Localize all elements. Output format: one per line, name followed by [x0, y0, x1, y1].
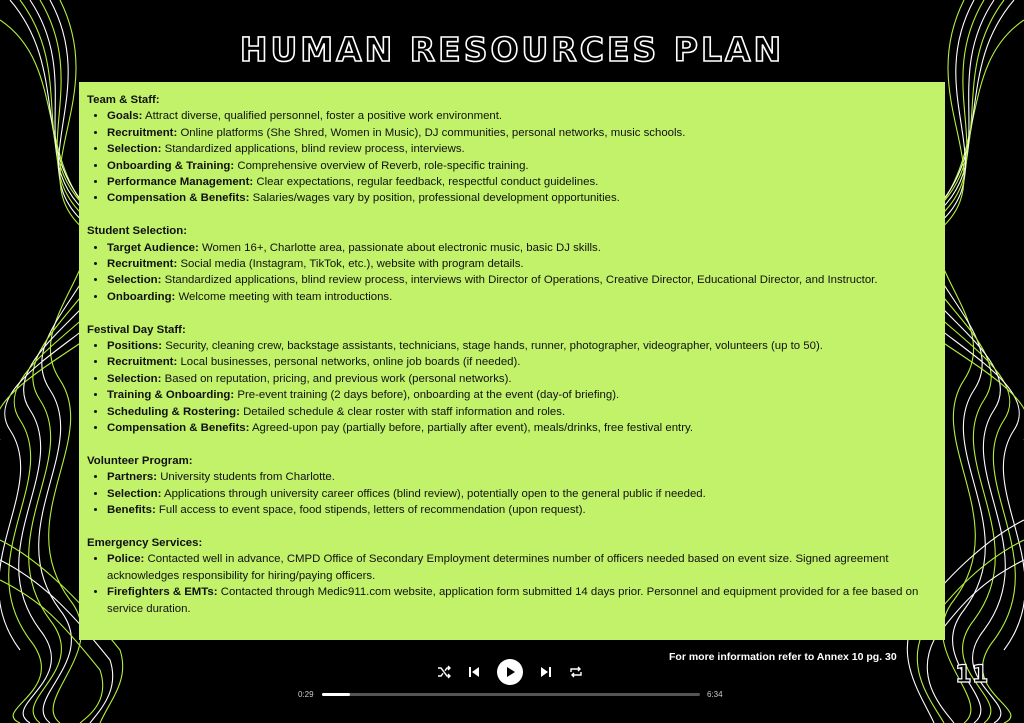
item-label: Positions: [107, 340, 163, 353]
bullet-list [87, 108, 935, 206]
item-label: Recruitment: [107, 258, 178, 271]
item-text: Standardized applications, blind review process, interviews with Director of Operations, Creative Director, Educational Director, and Instructor. [164, 274, 878, 287]
item-label: Performance Management: [107, 176, 254, 189]
play-button[interactable] [497, 659, 523, 685]
list-item [107, 486, 935, 502]
section-heading: Volunteer Program: [87, 454, 193, 467]
item-text: Agreed-upon pay (partially before, partially after event), meals/drinks, free festival entry. [251, 422, 694, 435]
item-label: Onboarding: [107, 290, 176, 303]
bullet-list [87, 338, 935, 436]
item-text: Security, cleaning crew, backstage assistants, technicians, stage hands, runner, photographer, videographer, volunteers (up to 50). [165, 340, 823, 353]
list-item [107, 272, 935, 288]
play-icon [504, 666, 516, 678]
item-label: Selection: [107, 274, 162, 287]
previous-icon [468, 666, 480, 678]
annex-reference-note: For more information refer to Annex 10 pg. 30 [669, 651, 897, 663]
shuffle-icon [437, 665, 451, 679]
item-text: Women 16+, Charlotte area, passionate about electronic music, basic DJ skills. [201, 241, 601, 254]
item-label: Compensation & Benefits: [107, 192, 250, 205]
item-label: Compensation & Benefits: [107, 422, 250, 435]
section-volunteer-program [87, 453, 935, 519]
progress-bar[interactable] [322, 693, 700, 696]
list-item [107, 584, 935, 617]
item-label: Selection: [107, 487, 162, 500]
item-label: Scheduling & Rostering: [107, 405, 240, 418]
section-emergency-services [87, 535, 935, 617]
section-festival-day-staff [87, 322, 935, 437]
item-text: Based on reputation, pricing, and previous work (personal networks). [164, 372, 512, 385]
item-text: Contacted well in advance, CMPD Office of Secondary Employment determines number of officers needed based on event size. Signed agreement acknowledges responsibility for hiring/paying officers. [107, 553, 889, 582]
item-text: Local businesses, personal networks, online job boards (if needed). [180, 356, 521, 369]
list-item [107, 141, 935, 157]
item-label: Partners: [107, 471, 158, 484]
list-item [107, 108, 935, 124]
item-text: University students from Charlotte. [160, 471, 335, 484]
list-item [107, 371, 935, 387]
section-heading: Team & Staff: [87, 94, 160, 106]
list-item [107, 158, 935, 174]
list-item [107, 420, 935, 436]
item-text: Attract diverse, qualified personnel, foster a positive work environment. [145, 110, 503, 123]
list-item [107, 338, 935, 354]
item-text: Salaries/wages vary by position, professional development opportunities. [252, 192, 620, 205]
list-item [107, 174, 935, 190]
item-label: Training & Onboarding: [107, 389, 235, 402]
list-item [107, 289, 935, 305]
bullet-list [87, 551, 935, 617]
list-item [107, 240, 935, 256]
item-label: Benefits: [107, 504, 156, 517]
section-heading: Emergency Services: [87, 536, 203, 549]
total-time: 6:34 [707, 690, 723, 699]
page-title: HUMAN RESOURCES PLAN [239, 30, 785, 69]
section-heading: Student Selection: [87, 225, 187, 238]
item-text: Welcome meeting with team introductions. [178, 290, 393, 303]
list-item [107, 404, 935, 420]
list-item [107, 354, 935, 370]
item-label: Goals: [107, 110, 143, 123]
list-item [107, 256, 935, 272]
item-label: Target Audience: [107, 241, 199, 254]
list-item [107, 125, 935, 141]
item-text: Comprehensive overview of Reverb, role-specific training. [237, 159, 529, 172]
shuffle-button[interactable] [436, 664, 452, 680]
item-text: Online platforms (She Shred, Women in Music), DJ communities, personal networks, music schools. [180, 126, 686, 139]
current-time: 0:29 [298, 690, 314, 699]
item-text: Detailed schedule & clear roster with staff information and roles. [243, 405, 566, 418]
section-student-selection [87, 223, 935, 305]
item-text: Pre-event training (2 days before), onboarding at the event (day-of briefing). [237, 389, 620, 402]
next-icon [540, 666, 552, 678]
item-text: Full access to event space, food stipends, letters of recommendation (upon request). [158, 504, 586, 517]
repeat-button[interactable] [568, 664, 584, 680]
item-label: Onboarding & Training: [107, 159, 235, 172]
section-team-staff [87, 92, 935, 207]
item-text: Standardized applications, blind review process, interviews. [164, 143, 465, 156]
item-label: Recruitment: [107, 356, 178, 369]
repeat-icon [569, 665, 583, 679]
progress-fill [322, 693, 350, 696]
item-text: Applications through university career offices (blind review), potentially open to the general public if needed. [163, 487, 706, 500]
list-item [107, 502, 935, 518]
content-panel [79, 82, 945, 640]
section-heading: Festival Day Staff: [87, 323, 186, 336]
item-label: Firefighters & EMTs: [107, 586, 218, 599]
item-text: Contacted through Medic911.com website, application form submitted 14 days prior. Personnel and equipment provided for a fee based on service duration. [107, 586, 919, 615]
list-item [107, 469, 935, 485]
item-text: Clear expectations, regular feedback, respectful conduct guidelines. [256, 176, 599, 189]
item-label: Selection: [107, 372, 162, 385]
bullet-list [87, 240, 935, 306]
list-item [107, 387, 935, 403]
previous-button[interactable] [466, 664, 482, 680]
page-number: 11 [955, 660, 989, 688]
next-button[interactable] [538, 664, 554, 680]
list-item [107, 190, 935, 206]
bullet-list [87, 469, 935, 518]
item-label: Selection: [107, 143, 162, 156]
list-item [107, 551, 935, 584]
item-text: Social media (Instagram, TikTok, etc.), website with program details. [180, 258, 524, 271]
item-label: Police: [107, 553, 145, 566]
item-label: Recruitment: [107, 126, 178, 139]
